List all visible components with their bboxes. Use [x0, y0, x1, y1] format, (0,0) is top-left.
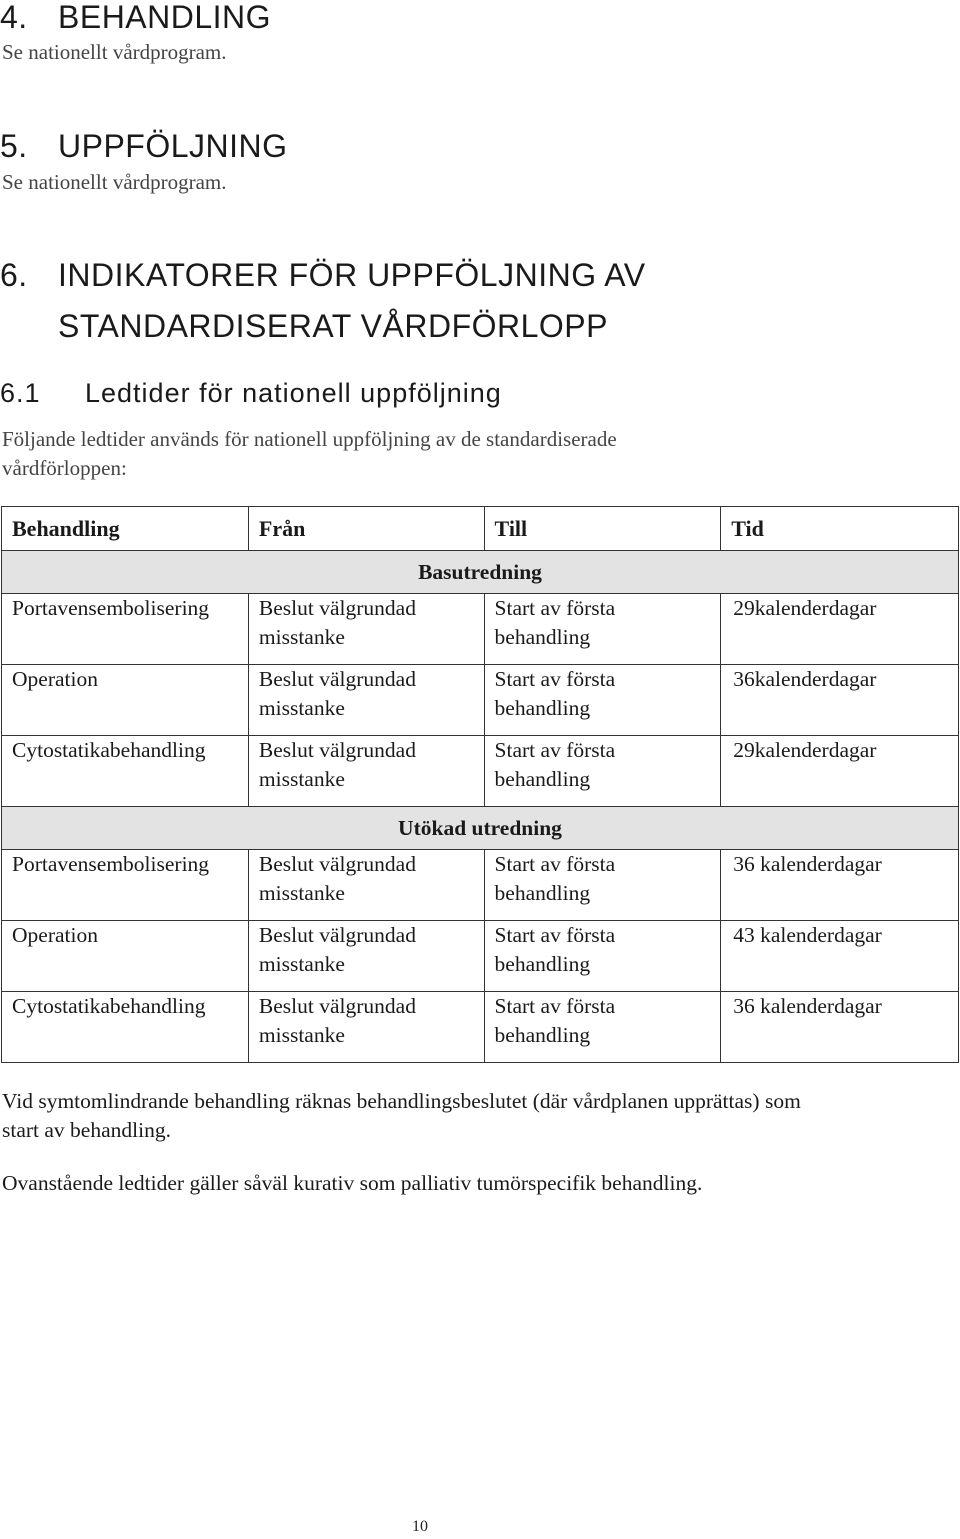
- section-6-1-number: 6.1: [0, 378, 41, 408]
- cell-till: Start av första behandling: [484, 850, 721, 921]
- section-6-number: 6.: [0, 257, 28, 293]
- note-curative-palliative: Ovanstående ledtider gäller såväl kurativ som palliativ tumörspecifik behandling.: [2, 1171, 703, 1195]
- cell-till: Start av första behandling: [484, 921, 721, 992]
- group-label: Basutredning: [2, 551, 959, 594]
- lead-time-table: [1, 506, 959, 1063]
- cell-fran: Beslut välgrundad misstanke: [248, 992, 484, 1063]
- header-fran: Från: [248, 507, 484, 551]
- cell-tid: 36kalenderdagar: [721, 665, 959, 736]
- page-number: 10: [412, 1518, 428, 1535]
- section-6-1-intro: Följande ledtider används för nationell uppföljning av de standardiserade vårdförloppen:: [2, 427, 617, 480]
- section-4-title: BEHANDLING: [58, 0, 272, 35]
- table-row: [2, 665, 959, 736]
- cell-till: Start av första behandling: [484, 992, 721, 1063]
- section-6-title-line1: INDIKATORER FÖR UPPFÖLJNING AV: [58, 257, 646, 293]
- section-6-1-heading: [0, 376, 502, 410]
- section-6-heading: [0, 254, 646, 296]
- group-header-basutredning: [2, 551, 959, 594]
- table-row: [2, 594, 959, 665]
- section-6-title-line2: STANDARDISERAT VÅRDFÖRLOPP: [58, 308, 608, 344]
- cell-tid: 36 kalenderdagar: [721, 992, 959, 1063]
- section-6-1-title: Ledtider för nationell uppföljning: [85, 378, 502, 408]
- section-4-heading: [0, 0, 271, 38]
- header-behandling: Behandling: [2, 507, 249, 551]
- table-row: [2, 850, 959, 921]
- cell-behandling: Cytostatikabehandling: [2, 736, 249, 807]
- cell-fran: Beslut välgrundad misstanke: [248, 594, 484, 665]
- section-5-heading: [0, 125, 288, 167]
- table-row: [2, 992, 959, 1063]
- cell-till: Start av första behandling: [484, 736, 721, 807]
- note-symptom-relief: Vid symtomlindrande behandling räknas behandlingsbeslutet (där vårdplanen upprättas) som start av behandling.: [2, 1089, 801, 1142]
- group-label: Utökad utredning: [2, 807, 959, 850]
- cell-tid: 36 kalenderdagar: [721, 850, 959, 921]
- cell-behandling: Operation: [2, 921, 249, 992]
- cell-behandling: Cytostatikabehandling: [2, 992, 249, 1063]
- table-row: [2, 921, 959, 992]
- table-header-row: [2, 507, 959, 551]
- section-4-body: Se nationellt vårdprogram.: [2, 40, 227, 64]
- cell-tid: 43 kalenderdagar: [721, 921, 959, 992]
- cell-till: Start av första behandling: [484, 594, 721, 665]
- section-5-body: Se nationellt vårdprogram.: [2, 170, 227, 194]
- table-row: [2, 736, 959, 807]
- cell-fran: Beslut välgrundad misstanke: [248, 921, 484, 992]
- section-5-number: 5.: [0, 128, 28, 164]
- section-4-number: 4.: [0, 0, 28, 35]
- header-till: Till: [484, 507, 721, 551]
- cell-fran: Beslut välgrundad misstanke: [248, 736, 484, 807]
- cell-tid: 29kalenderdagar: [721, 594, 959, 665]
- cell-till: Start av första behandling: [484, 665, 721, 736]
- cell-fran: Beslut välgrundad misstanke: [248, 665, 484, 736]
- cell-fran: Beslut välgrundad misstanke: [248, 850, 484, 921]
- group-header-utokad-utredning: [2, 807, 959, 850]
- section-5-title: UPPFÖLJNING: [58, 128, 288, 164]
- cell-behandling: Operation: [2, 665, 249, 736]
- cell-behandling: Portavensembolisering: [2, 850, 249, 921]
- cell-tid: 29kalenderdagar: [721, 736, 959, 807]
- header-tid: Tid: [721, 507, 959, 551]
- cell-behandling: Portavensembolisering: [2, 594, 249, 665]
